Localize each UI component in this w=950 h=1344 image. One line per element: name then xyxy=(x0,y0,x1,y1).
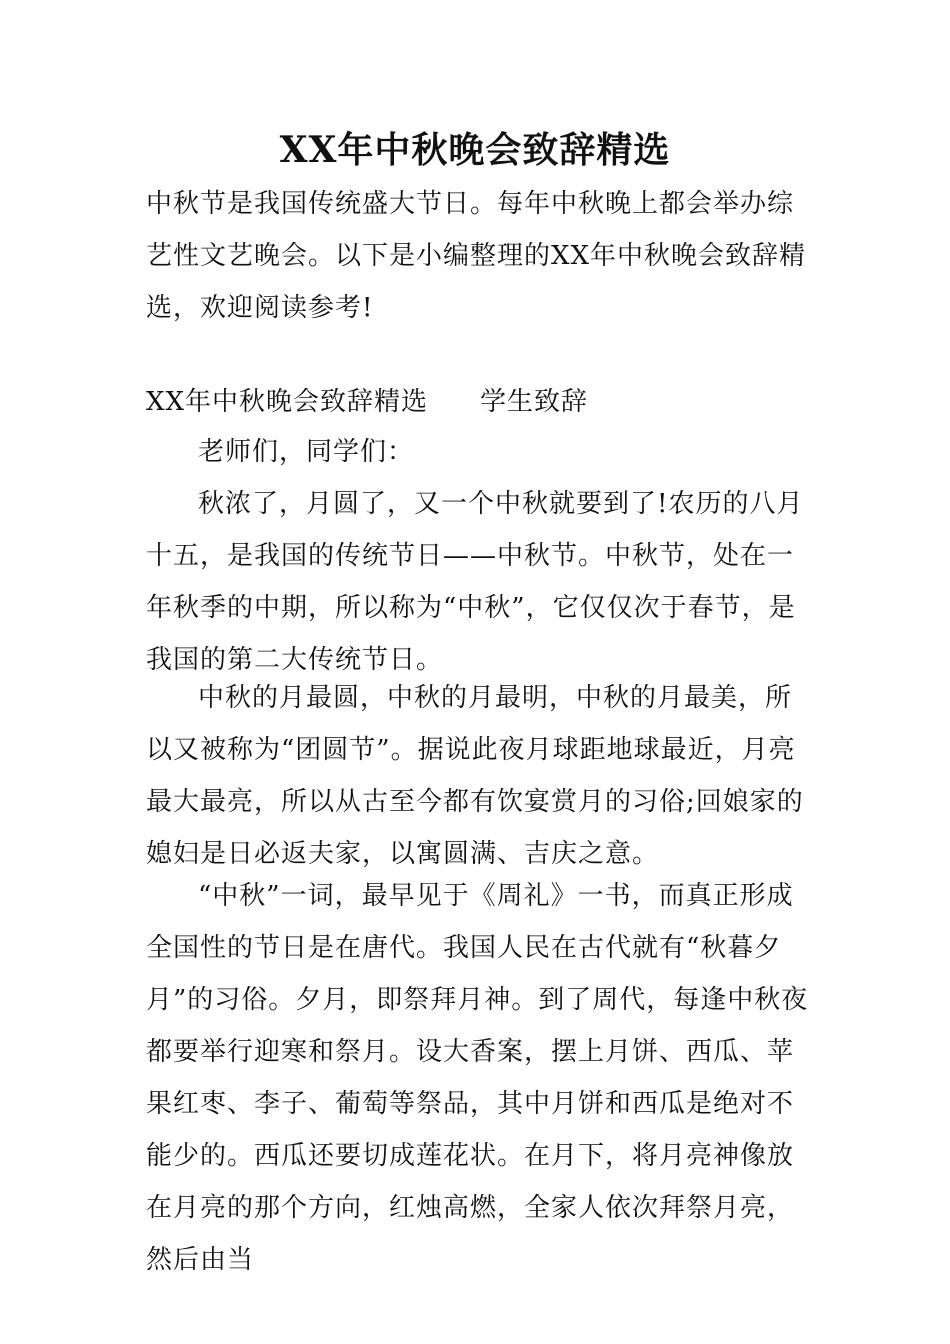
body-paragraph: 秋浓了，月圆了，又一个中秋就要到了!农历的八月十五，是我国的传统节日——中秋节。中秋节，处在一年秋季的中期，所以称为“中秋”，它仅仅次于春节，是我国的第二大传统节日。 xyxy=(146,489,804,675)
salutation: 老师们，同学们： xyxy=(198,437,415,467)
body-paragraph: “中秋”一词，最早见于《周礼》一书，而真正形成全国性的节日是在唐代。我国人民在古代就有“秋暮夕月”的习俗。夕月，即祭拜月神。到了周代，每逢中秋夜都要举行迎寒和祭月。设大香案，摆上月饼、西瓜、苹果红枣、李子、葡萄等祭品，其中月饼和西瓜是绝对不能少的。西瓜还要切成莲花状。在月下，将月亮神像放在月亮的那个方向，红烛高燃，全家人依次拜祭月亮，然后由当 xyxy=(146,881,809,1275)
intro-paragraph: 中秋节是我国传统盛大节日。每年中秋晚上都会举办综艺性文艺晚会。以下是小编整理的XX年中秋晚会致辞精选，欢迎阅读参考! xyxy=(146,189,807,323)
section-heading xyxy=(146,376,810,428)
section-heading-title: XX年中秋晚会致辞精选 xyxy=(146,387,429,417)
section-heading-subtitle: 学生致辞 xyxy=(480,387,589,417)
body-paragraph: 中秋的月最圆，中秋的月最明，中秋的月最美，所以又被称为“团圆节”。据说此夜月球距地球最近，月亮最大最亮，所以从古至今都有饮宴赏月的习俗;回娘家的媳妇是日必返夫家，以寓圆满、吉庆之意。 xyxy=(146,683,804,869)
document-title: XX年中秋晚会致辞精选 xyxy=(279,129,671,171)
